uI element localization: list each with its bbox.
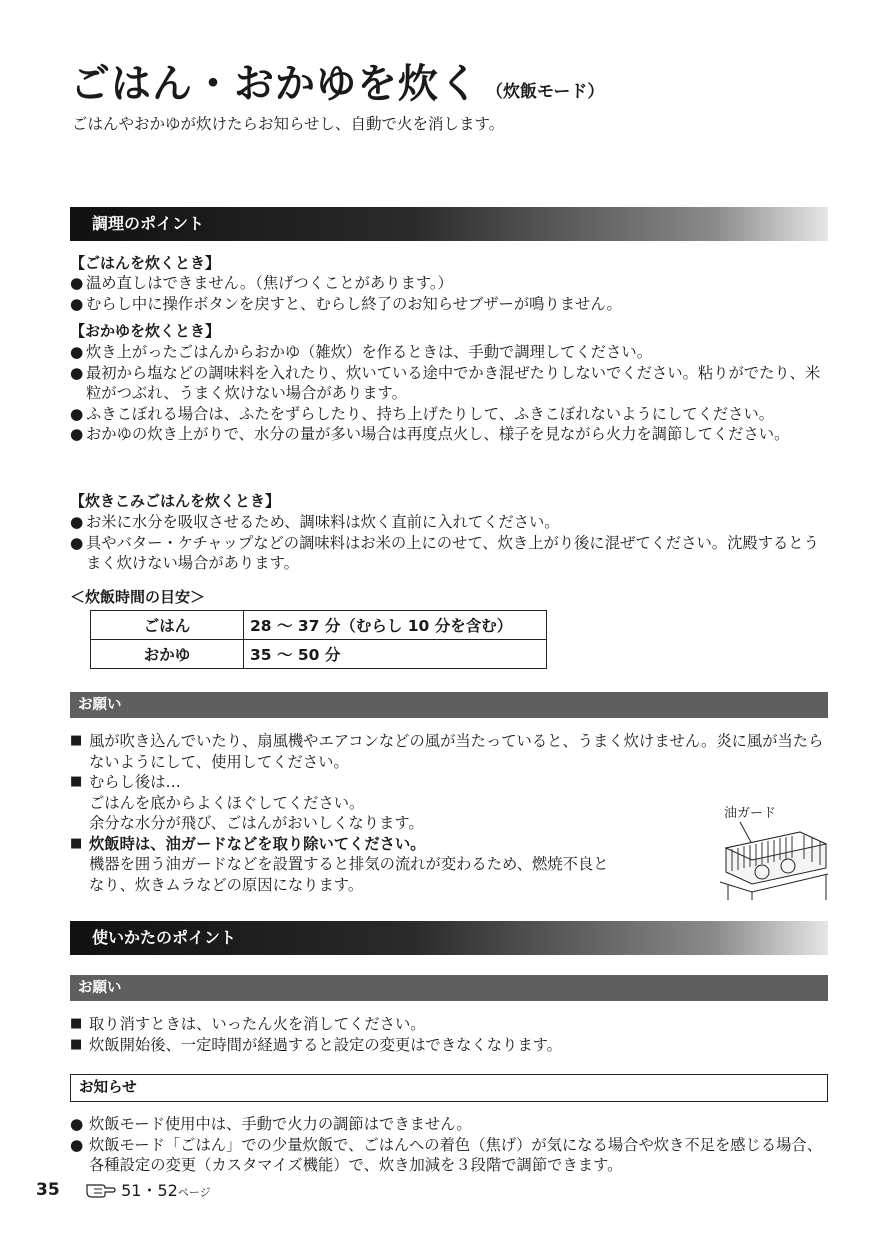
usage-points-header: 使いかたのポイント bbox=[70, 921, 828, 955]
porridge-list bbox=[70, 342, 830, 445]
list-item: ● 温め直しはできません。（焦げつくことがあります。） bbox=[70, 274, 453, 292]
rice-list bbox=[70, 273, 830, 314]
bullet-icon: ● bbox=[70, 513, 84, 531]
lead-text: ごはんやおかゆが炊けたらお知らせし、自動で火を消します。 bbox=[72, 115, 505, 133]
list-item: ● 具やバター・ケチャップなどの調味料はお米の上にのせて、炊き上がり後に混ぜてください。沈殿するとうまく炊けない場合があります。 bbox=[70, 533, 819, 572]
request-header: お願い bbox=[70, 692, 828, 718]
table-cell-value: 28 ～ 37 分（むらし 10 分を含む） bbox=[244, 611, 547, 640]
page-number: 35 bbox=[36, 1180, 60, 1200]
bullet-icon: ● bbox=[70, 363, 84, 382]
takikomi-list bbox=[70, 512, 830, 574]
list-item: ■ 風が吹き込んでいたり、扇風機やエアコンなどの風が当たっていると、うまく炊けません。炎に風が当たらないようにして、使用してください。 bbox=[70, 732, 824, 771]
bullet-icon: ● bbox=[70, 294, 84, 313]
list-item: ■ 炊飯開始後、一定時間が経過すると設定の変更はできなくなります。 bbox=[70, 1035, 562, 1054]
page-title-main: ごはん・おかゆを炊く bbox=[70, 61, 480, 107]
table-cell-label: おかゆ bbox=[91, 640, 244, 669]
square-bullet-icon: ■ bbox=[70, 1016, 83, 1031]
bullet-icon: ● bbox=[70, 404, 84, 423]
list-item: ● 最初から塩などの調味料を入れたり、炊いている途中でかき混ぜたりしないでください。粘りがでたり、米粒がつぶれ、うまく炊けない場合があります。 bbox=[70, 363, 821, 402]
list-item: ● むらし中に操作ボタンを戻すと、むらし終了のお知らせブザーが鳴りません。 bbox=[70, 294, 622, 313]
page-title-sub: （炊飯モード） bbox=[486, 82, 605, 102]
bullet-icon: ● bbox=[70, 1135, 84, 1154]
table-cell-label: ごはん bbox=[91, 611, 244, 640]
porridge-section-title: 【おかゆを炊くとき】 bbox=[70, 322, 221, 340]
bullet-icon: ● bbox=[70, 274, 84, 292]
reference-unit: ページ bbox=[177, 1186, 211, 1199]
notice-header: お知らせ bbox=[70, 1074, 828, 1102]
list-item: ● ふきこぼれる場合は、ふたをずらしたり、持ち上げたりして、ふきこぼれないようにしてください。 bbox=[70, 404, 775, 423]
page-title bbox=[70, 52, 604, 109]
bullet-icon: ● bbox=[70, 533, 84, 552]
list-item: ■ 取り消すときは、いったん火を消してください。 bbox=[70, 1015, 426, 1033]
bullet-icon: ● bbox=[70, 343, 84, 361]
cooking-points-header: 調理のポイント bbox=[70, 207, 828, 241]
rice-section-title: 【ごはんを炊くとき】 bbox=[70, 254, 221, 272]
notice-list bbox=[70, 1114, 828, 1176]
request-list-2 bbox=[70, 1014, 830, 1055]
takikomi-section-title: 【炊きこみごはんを炊くとき】 bbox=[70, 492, 281, 510]
square-bullet-icon: ■ bbox=[70, 835, 83, 851]
square-bullet-icon: ■ bbox=[70, 733, 83, 748]
list-item: ● 炊飯モード「ごはん」での少量炊飯で、ごはんへの着色（焦げ）が気になる場合や炊き不足を感じる場合、各種設定の変更（カスタマイズ機能）で、炊き加減を３段階で調節できます。 bbox=[70, 1135, 823, 1174]
oil-guard-label: 油ガード bbox=[724, 806, 777, 821]
request-header-2: お願い bbox=[70, 975, 828, 1001]
page-reference bbox=[86, 1178, 211, 1201]
list-item: ● 炊飯モード使用中は、手動で火力の調節はできません。 bbox=[70, 1115, 472, 1133]
request-list bbox=[70, 731, 830, 895]
cooking-times-table bbox=[90, 610, 547, 669]
pointing-hand-icon bbox=[86, 1182, 116, 1198]
list-item: ● 炊き上がったごはんからおかゆ（雑炊）を作るときは、手動で調理してください。 bbox=[70, 343, 652, 361]
table-row bbox=[91, 611, 547, 640]
bullet-icon: ● bbox=[70, 1115, 84, 1133]
list-item: ● おかゆの炊き上がりで、水分の量が多い場合は再度点火し、様子を見ながら火力を調節してください。 bbox=[70, 425, 790, 443]
reference-pages: 51・52 bbox=[121, 1181, 178, 1200]
bullet-icon: ● bbox=[70, 425, 84, 443]
cooking-times-title: ＜炊飯時間の目安＞ bbox=[70, 588, 206, 606]
oil-guard-illustration bbox=[718, 818, 830, 900]
square-bullet-icon: ■ bbox=[70, 1036, 83, 1052]
list-item: ■ むらし後は… ごはんを底からよくほぐしてください。 余分な水分が飛び、ごはんがおいしくなります。 bbox=[70, 773, 424, 832]
table-cell-value: 35 ～ 50 分 bbox=[244, 640, 547, 669]
table-row bbox=[91, 640, 547, 669]
list-item: ■ 炊飯時は、油ガードなどを取り除いてください。 機器を囲う油ガードなどを設置すると排気の流れが変わるため、燃焼不良と なり、炊きムラなどの原因になります。 bbox=[70, 834, 609, 894]
list-item: ● お米に水分を吸収させるため、調味料は炊く直前に入れてください。 bbox=[70, 513, 560, 531]
square-bullet-icon: ■ bbox=[70, 774, 83, 789]
